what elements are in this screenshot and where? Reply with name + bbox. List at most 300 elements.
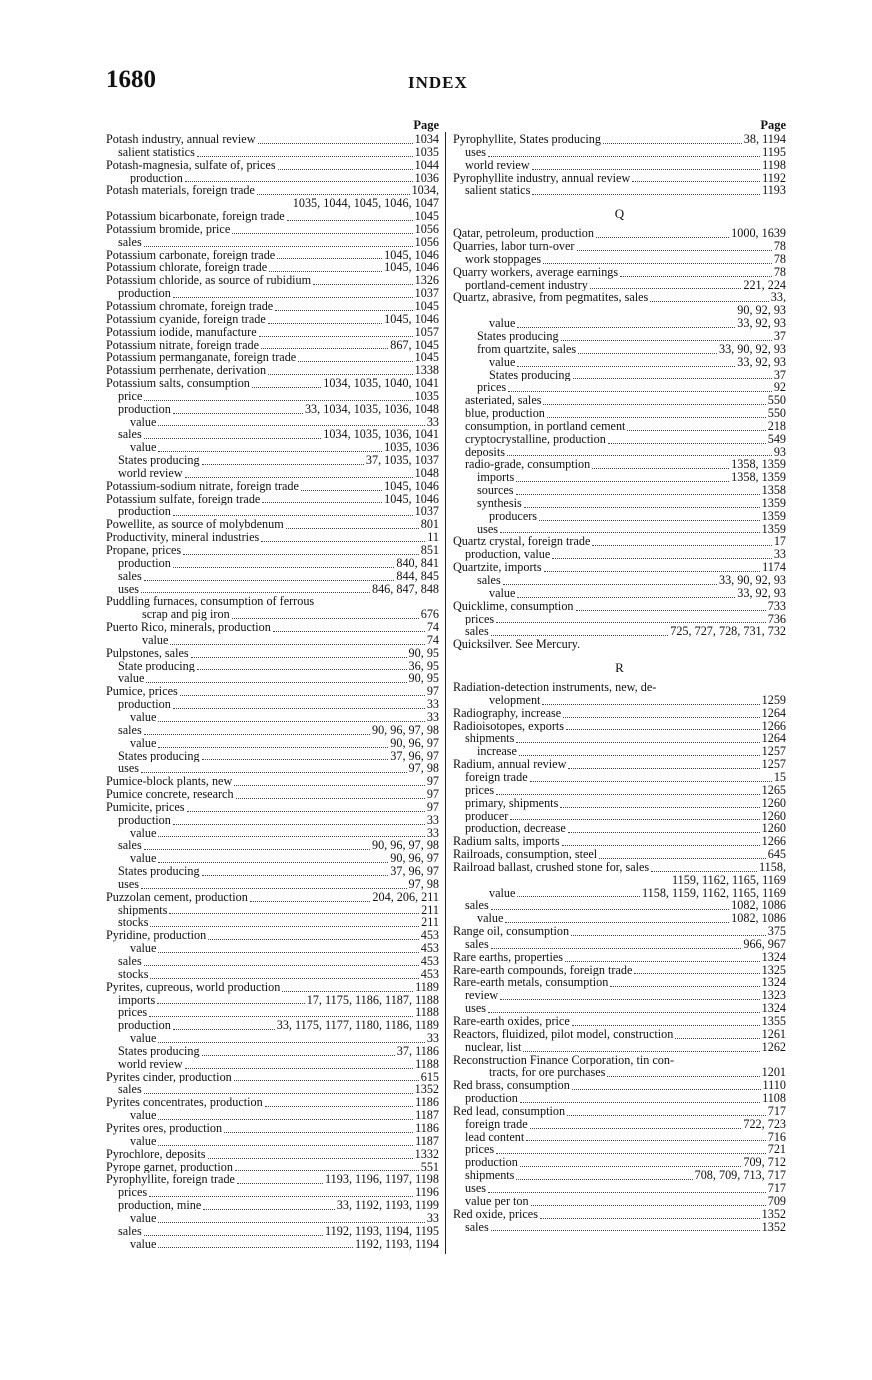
index-entry xyxy=(453,172,786,185)
dot-leader xyxy=(150,975,418,979)
dot-leader xyxy=(650,298,768,302)
dot-leader xyxy=(197,153,413,157)
index-entry xyxy=(453,848,786,861)
index-entry-pages: 33, 92, 93 xyxy=(737,355,786,369)
index-entry-pages: 97 xyxy=(426,775,439,789)
dot-leader xyxy=(516,491,760,495)
index-entry-text: Radiography, increase xyxy=(453,706,562,720)
dot-leader xyxy=(491,906,729,910)
dot-leader xyxy=(516,739,759,743)
dot-leader xyxy=(173,821,425,825)
index-entry-text: deposits xyxy=(465,445,505,459)
dot-leader xyxy=(235,1167,419,1171)
dot-leader xyxy=(592,465,729,469)
index-subentry xyxy=(453,797,786,810)
index-entry-text: Rare-earth compounds, foreign trade xyxy=(453,963,633,977)
index-entry-pages: 37 xyxy=(773,368,786,382)
dot-leader xyxy=(158,859,388,863)
index-entry-pages: 1324 xyxy=(761,950,786,964)
index-entry-text: Radium salts, imports xyxy=(453,835,560,849)
dot-leader xyxy=(298,358,412,362)
index-entry-pages: 1195 xyxy=(762,145,786,159)
index-subentry xyxy=(106,1045,439,1058)
dot-leader xyxy=(275,307,412,311)
index-entry-pages: 92 xyxy=(773,381,786,395)
dot-leader xyxy=(234,782,425,786)
index-entry xyxy=(106,184,439,197)
index-entry-pages: 1045, 1046 xyxy=(384,248,439,262)
dot-leader xyxy=(566,726,760,730)
index-entry-text: value xyxy=(130,1134,157,1148)
dot-leader xyxy=(562,842,760,846)
index-entry-pages: 90, 92, 93 xyxy=(737,304,786,318)
index-entry-continuation xyxy=(453,304,786,317)
index-entry-text: production xyxy=(118,1019,171,1033)
dot-leader xyxy=(232,230,412,234)
index-entry-text: Pyrites concentrates, production xyxy=(106,1096,263,1110)
index-subentry xyxy=(453,784,786,797)
index-entry-text: production xyxy=(118,556,171,570)
index-entry-pages: 846, 847, 848 xyxy=(371,582,439,596)
index-entry-text: value xyxy=(489,586,516,600)
index-entry-text: foreign trade xyxy=(465,770,528,784)
dot-leader xyxy=(236,795,425,799)
dot-leader xyxy=(510,816,759,820)
index-subentry xyxy=(106,672,439,685)
index-entry-pages: 1260 xyxy=(761,822,786,836)
index-entry xyxy=(106,788,439,801)
dot-leader xyxy=(532,166,760,170)
index-subentry xyxy=(453,1143,786,1156)
index-entry-pages: 33, 92, 93 xyxy=(737,317,786,330)
index-subentry xyxy=(453,887,786,900)
index-entry-pages: 90, 95 xyxy=(408,646,439,660)
index-entry-pages: 1261 xyxy=(761,1027,786,1041)
index-subentry xyxy=(106,942,439,955)
dot-leader xyxy=(520,1099,760,1103)
dot-leader xyxy=(651,868,757,872)
index-entry-text: from quartzite, sales xyxy=(477,342,577,356)
index-subentry xyxy=(453,912,786,925)
index-subentry xyxy=(453,407,786,420)
index-entry-pages: 1332 xyxy=(414,1147,439,1161)
index-entry-pages: 709, 712 xyxy=(743,1156,786,1170)
index-entry-pages: 1045, 1046 xyxy=(384,312,439,326)
index-entry-text: review xyxy=(465,989,499,1003)
index-entry-pages: 1192, 1193, 1194 xyxy=(355,1237,439,1251)
index-subentry xyxy=(453,330,786,343)
dot-leader xyxy=(232,615,419,619)
index-subentry xyxy=(453,484,786,497)
index-entry-text: Pyrophyllite industry, annual review xyxy=(453,171,631,185)
index-entry-pages: 74 xyxy=(426,621,439,634)
index-entry-pages: 1358 xyxy=(761,484,786,497)
dot-leader xyxy=(144,1232,323,1236)
index-subentry xyxy=(453,1182,786,1195)
index-subentry xyxy=(106,454,439,467)
dot-leader xyxy=(158,1244,353,1248)
index-entry-pages: 676 xyxy=(420,608,439,622)
index-entry-pages: 1325 xyxy=(761,963,786,977)
dot-leader xyxy=(258,140,413,144)
index-entry-text: States producing xyxy=(477,329,559,343)
index-entry-text: value xyxy=(130,415,157,429)
index-entry-pages: 1108 xyxy=(762,1092,786,1105)
index-entry xyxy=(106,223,439,236)
index-subentry xyxy=(453,343,786,356)
index-entry-text: Red oxide, prices xyxy=(453,1207,538,1221)
dot-leader xyxy=(141,885,407,889)
dot-leader xyxy=(508,388,772,392)
index-entry-text: States producing xyxy=(118,1044,200,1058)
index-entry-pages: 1000, 1639 xyxy=(731,227,786,241)
index-entry-pages: 375 xyxy=(767,925,786,938)
index-entry-text: sales xyxy=(118,569,142,583)
index-entry-text: value xyxy=(489,317,516,330)
index-subentry xyxy=(453,899,786,912)
index-subentry xyxy=(106,750,439,763)
dot-leader xyxy=(603,140,742,144)
dot-leader xyxy=(144,731,370,735)
index-entry xyxy=(106,313,439,326)
index-entry-text: world review xyxy=(465,158,530,172)
index-entry-text: stocks xyxy=(118,967,149,981)
index-entry-pages: 1188 xyxy=(415,1057,439,1071)
index-entry-pages: 33, xyxy=(770,291,786,305)
index-entry-text: uses xyxy=(118,582,139,596)
index-entry-pages: 221, 224 xyxy=(743,278,786,292)
index-entry-text: tracts, for ore purchases xyxy=(489,1066,606,1080)
dot-leader xyxy=(197,666,407,670)
dot-leader xyxy=(491,632,669,636)
dot-leader xyxy=(539,517,760,521)
index-entry-pages: 1260 xyxy=(761,796,786,810)
index-entry-pages: 37, 1035, 1037 xyxy=(365,454,439,467)
dot-leader xyxy=(519,752,760,756)
index-entry xyxy=(106,1173,439,1186)
index-entry-text: States producing xyxy=(118,865,200,878)
index-entry xyxy=(106,929,439,942)
dot-leader xyxy=(563,714,759,718)
dot-leader xyxy=(516,478,729,482)
index-entry-pages: 1187 xyxy=(415,1109,439,1122)
index-entry-text: shipments xyxy=(465,732,515,746)
dot-leader xyxy=(496,619,766,623)
index-subentry xyxy=(106,724,439,737)
index-entry-pages: 1192 xyxy=(762,171,786,185)
index-entry-pages: 33, 1175, 1177, 1180, 1186, 1189 xyxy=(276,1019,439,1033)
dot-leader xyxy=(173,512,413,516)
index-entry-pages: 1189 xyxy=(415,980,439,994)
index-entry-text: value xyxy=(130,826,157,840)
dot-leader xyxy=(202,1052,395,1056)
index-subentry xyxy=(453,523,786,536)
dot-leader xyxy=(185,1065,413,1069)
index-entry xyxy=(106,351,439,364)
dot-leader xyxy=(286,525,419,529)
index-entry-text: world review xyxy=(118,1057,183,1071)
index-entry-text: prices xyxy=(465,612,495,626)
index-entry-pages: 90, 95 xyxy=(408,672,439,686)
dot-leader xyxy=(287,217,413,221)
index-entry-pages: 1174 xyxy=(762,561,786,574)
index-entry-pages: 1048 xyxy=(414,466,439,480)
index-entry-text: States producing xyxy=(118,454,200,467)
index-entry xyxy=(106,1096,439,1109)
dot-leader xyxy=(572,1022,760,1026)
index-entry-pages: 1358, 1359 xyxy=(731,458,786,472)
dot-leader xyxy=(503,581,717,585)
dot-leader xyxy=(169,910,419,914)
index-subentry xyxy=(106,1199,439,1212)
index-entry xyxy=(453,976,786,989)
index-subentry xyxy=(106,916,439,929)
index-entry xyxy=(453,1105,786,1118)
index-entry-text: Pyrophyllite, foreign trade xyxy=(106,1173,235,1187)
index-entry xyxy=(453,1028,786,1041)
index-entry-text: value xyxy=(130,1237,157,1251)
index-entry-pages: 1257 xyxy=(761,745,786,759)
index-entry-pages: 1045, 1046 xyxy=(384,492,439,506)
index-subentry xyxy=(453,146,786,159)
index-entry-pages: 37, 1186 xyxy=(396,1044,439,1058)
index-entry-text: prices xyxy=(465,1143,495,1157)
index-entry-text: Potash-magnesia, sulfate of, prices xyxy=(106,158,276,172)
index-subentry xyxy=(106,1083,439,1096)
dot-leader xyxy=(578,350,717,354)
index-entry-text: Pyrophyllite, States producing xyxy=(453,133,601,146)
index-cross-reference xyxy=(453,638,786,651)
index-entry-wrapped xyxy=(453,1054,786,1067)
index-entry-text: value xyxy=(130,1109,157,1122)
dot-leader xyxy=(526,1137,766,1141)
index-entry-text: Quartz, abrasive, from pegmatites, sales xyxy=(453,291,649,305)
index-subentry xyxy=(106,852,439,865)
dot-leader xyxy=(596,234,729,238)
index-entry-pages: 33 xyxy=(773,548,786,562)
index-entry xyxy=(106,1161,439,1174)
index-subentry xyxy=(106,583,439,596)
index-entry xyxy=(453,951,786,964)
index-entry-text: value per ton xyxy=(465,1194,529,1208)
index-entry-text: value xyxy=(477,912,504,926)
dot-leader xyxy=(259,333,413,337)
dot-leader xyxy=(540,1215,760,1219)
index-entry-pages: 844, 845 xyxy=(396,569,439,583)
index-subentry xyxy=(106,390,439,403)
dot-leader xyxy=(144,1090,413,1094)
dot-leader xyxy=(568,765,759,769)
index-subentry xyxy=(106,814,439,827)
index-entry-pages: 74 xyxy=(426,633,439,647)
index-entry-text: sales xyxy=(465,1220,489,1234)
dot-leader xyxy=(173,564,395,568)
index-entry-pages: 1358, 1359 xyxy=(731,471,786,485)
index-subentry xyxy=(453,613,786,626)
index-entry-text: Pyridine, production xyxy=(106,929,207,943)
index-entry-text: Range oil, consumption xyxy=(453,925,570,938)
dot-leader xyxy=(158,949,418,953)
index-entry-text: production xyxy=(118,698,171,711)
index-subentry xyxy=(106,955,439,968)
index-subentry xyxy=(453,369,786,382)
index-entry xyxy=(453,561,786,574)
index-subentry xyxy=(106,557,439,570)
dot-leader xyxy=(531,1202,766,1206)
index-entry-text: prices xyxy=(118,1186,148,1200)
dot-leader xyxy=(516,1176,692,1180)
index-entry-pages: 1035 xyxy=(414,389,439,403)
dot-leader xyxy=(170,641,424,645)
section-letter-heading: R xyxy=(615,660,624,676)
index-entry-pages: 33 xyxy=(426,826,439,840)
index-entry-pages: 722, 723 xyxy=(743,1117,786,1131)
dot-leader xyxy=(543,401,765,405)
index-entry-text: Potassium cyanide, foreign trade xyxy=(106,312,266,326)
dot-leader xyxy=(592,542,771,546)
dot-leader xyxy=(268,371,413,375)
index-entry-text: States producing xyxy=(118,749,200,763)
index-entry-pages: 33 xyxy=(426,698,439,711)
dot-leader xyxy=(517,893,640,897)
dot-leader xyxy=(144,243,413,247)
index-entry-text: Puerto Rico, minerals, production xyxy=(106,621,271,634)
index-entry-text: salient statistics xyxy=(118,145,195,159)
index-entry-text: Radium, annual review xyxy=(453,758,567,771)
index-entry-text: radio-grade, consumption xyxy=(465,458,591,472)
index-entry-pages: 801 xyxy=(420,518,439,532)
index-subentry xyxy=(453,938,786,951)
dot-leader xyxy=(191,654,407,658)
index-entry xyxy=(106,518,439,531)
dot-leader xyxy=(520,1163,742,1167)
index-entry-text: Productivity, mineral industries xyxy=(106,531,260,544)
dot-leader xyxy=(234,1077,419,1081)
index-entry-pages: 97 xyxy=(426,685,439,699)
index-entry-pages: 1265 xyxy=(761,783,786,797)
index-entry-text: synthesis xyxy=(477,496,522,510)
dot-leader xyxy=(208,1155,413,1159)
index-entry-text: stocks xyxy=(118,916,149,930)
index-subentry xyxy=(453,446,786,459)
dot-leader xyxy=(542,701,759,705)
index-entry-text: State producing xyxy=(118,659,195,673)
index-subentry xyxy=(106,441,439,454)
index-entry xyxy=(453,1015,786,1028)
dot-leader xyxy=(173,294,413,298)
index-entry xyxy=(106,249,439,262)
index-entry-wrapped xyxy=(453,681,786,694)
index-entry-text: increase xyxy=(477,745,517,759)
index-entry-pages: 708, 709, 713, 717 xyxy=(694,1169,786,1182)
index-entry xyxy=(106,685,439,698)
index-subentry xyxy=(453,1118,786,1131)
index-entry-text: nuclear, list xyxy=(465,1040,522,1054)
index-subentry xyxy=(453,279,786,292)
index-entry-text: prices xyxy=(465,783,495,797)
dot-leader xyxy=(157,1000,304,1004)
index-entry-pages: 93 xyxy=(773,445,786,459)
index-entry-text: uses xyxy=(465,1181,486,1195)
index-column-left xyxy=(106,118,439,1250)
dot-leader xyxy=(141,769,407,773)
dot-leader xyxy=(277,255,382,259)
dot-leader xyxy=(301,487,382,491)
index-entry-pages: 1324 xyxy=(761,976,786,990)
index-entry-text: price xyxy=(118,389,143,403)
index-subentry xyxy=(453,420,786,433)
dot-leader xyxy=(269,268,382,272)
index-subentry xyxy=(453,810,786,823)
index-entry-text: Reactors, fluidized, pilot model, construction xyxy=(453,1027,674,1041)
index-entry-pages: 1037 xyxy=(414,505,439,519)
index-subentry xyxy=(106,1212,439,1225)
dot-leader xyxy=(149,1193,413,1197)
index-entry-pages: 1193 xyxy=(762,184,786,198)
index-entry xyxy=(453,1208,786,1221)
index-entry xyxy=(106,274,439,287)
dot-leader xyxy=(599,855,766,859)
index-entry-pages: 1159, 1162, 1165, 1169 xyxy=(672,873,786,887)
index-subentry xyxy=(453,745,786,758)
index-entry xyxy=(453,925,786,938)
index-entry-pages: 1158, 1159, 1162, 1165, 1169 xyxy=(642,886,786,900)
index-entry-text: Potassium nitrate, foreign trade xyxy=(106,338,259,352)
index-entry xyxy=(453,964,786,977)
index-entry-text: production, value xyxy=(465,548,551,562)
index-entry-text: sales xyxy=(118,955,142,968)
index-entry-pages: 1326 xyxy=(414,274,439,288)
dot-leader xyxy=(203,1206,334,1210)
index-subentry xyxy=(453,394,786,407)
index-subentry xyxy=(453,989,786,1002)
index-subentry xyxy=(106,505,439,518)
index-entry-text: producers xyxy=(489,509,538,523)
index-entry-pages: 1352 xyxy=(761,1207,786,1221)
index-entry-text: Rare-earth oxides, price xyxy=(453,1015,570,1028)
index-entry-pages: 725, 727, 728, 731, 732 xyxy=(670,625,786,639)
index-entry-text: value xyxy=(130,736,157,750)
index-entry xyxy=(453,227,786,240)
index-entry-continuation xyxy=(106,197,439,210)
dot-leader xyxy=(262,499,382,503)
index-entry-text: Potassium bromide, price xyxy=(106,222,231,236)
index-subentry xyxy=(106,660,439,673)
index-entry-text: Pyrochlore, deposits xyxy=(106,1147,206,1161)
index-entry-text: lead content xyxy=(465,1130,525,1144)
dot-leader xyxy=(530,778,772,782)
index-entry-text: sales xyxy=(465,625,489,639)
dot-leader xyxy=(185,474,413,478)
index-entry-text: uses xyxy=(477,522,498,536)
index-subentry xyxy=(453,574,786,587)
dot-leader xyxy=(146,679,406,683)
index-entry-text: production xyxy=(465,1156,518,1170)
index-entry xyxy=(106,210,439,223)
index-entry xyxy=(453,240,786,253)
index-entry-pages: 1082, 1086 xyxy=(731,912,786,926)
index-entry-pages: 453 xyxy=(420,929,439,943)
index-entry-text: Potassium salts, consumption xyxy=(106,377,250,390)
index-entry xyxy=(106,133,439,146)
index-entry-pages: 1266 xyxy=(761,719,786,733)
dot-leader xyxy=(560,804,759,808)
index-entry xyxy=(453,266,786,279)
dot-leader xyxy=(572,1086,761,1090)
dot-leader xyxy=(524,504,760,508)
index-entry-pages: 97, 98 xyxy=(408,762,439,776)
index-entry-text: Pyrites, cupreous, world production xyxy=(106,980,281,994)
